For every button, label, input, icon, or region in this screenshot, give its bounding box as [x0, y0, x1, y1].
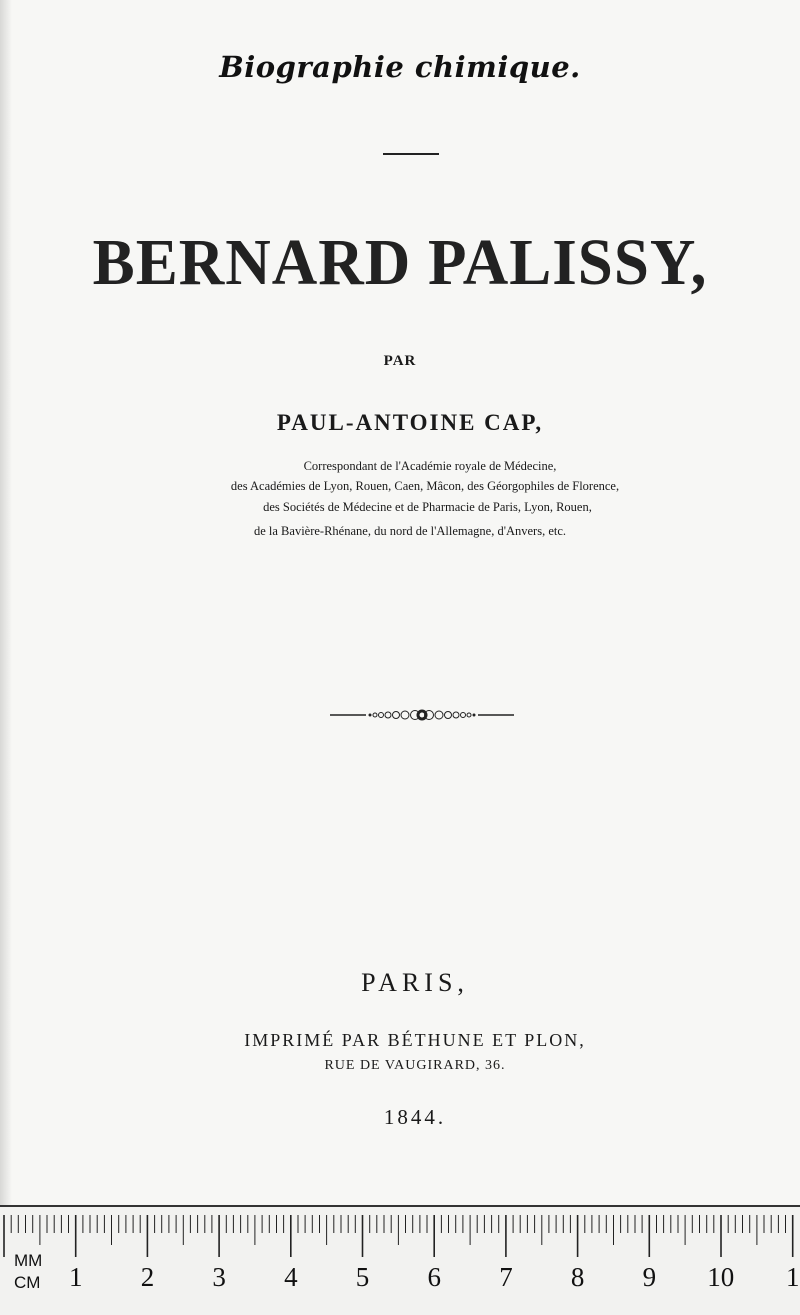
credential-line: des Sociétés de Médecine et de Pharmacie de Paris, Lyon, Rouen,: [263, 500, 592, 514]
imprint-year: 1844.: [383, 1105, 447, 1129]
ruler-number: 1: [786, 1262, 800, 1292]
author-name: PAUL-ANTOINE CAP,: [276, 410, 544, 435]
measuring-ruler: [0, 1205, 800, 1315]
ruler-number: 4: [284, 1262, 298, 1292]
by-line: PAR: [383, 353, 417, 369]
imprint-city: PARIS,: [361, 968, 469, 997]
ruler-number: 10: [707, 1262, 735, 1292]
ruler-number: 1: [69, 1262, 83, 1292]
imprint-printer: IMPRIMÉ PAR BÉTHUNE ET PLON,: [244, 1030, 586, 1050]
ruler-number: 8: [570, 1262, 585, 1292]
imprint-address: RUE DE VAUGIRARD, 36.: [324, 1058, 506, 1073]
page-edge-shadow: [0, 0, 12, 1205]
credential-line: Correspondant de l'Académie royale de Médecine,: [303, 459, 557, 473]
ruler-ticks: [0, 1207, 800, 1315]
ruler-number: 7: [499, 1262, 513, 1292]
title-divider: [383, 153, 439, 155]
ruler-number: 6: [427, 1262, 441, 1292]
series-title: Biographie chimique.: [219, 50, 581, 84]
credential-line: de la Bavière-Rhénane, du nord de l'Allemagne, d'Anvers, etc.: [253, 524, 567, 538]
ruler-number: 2: [140, 1262, 155, 1292]
ornament-divider: [330, 706, 514, 724]
ruler-number: 3: [212, 1262, 226, 1292]
ruler-number: 5: [355, 1262, 370, 1292]
book-title: BERNARD PALISSY,: [92, 225, 708, 299]
ruler-number: 9: [642, 1262, 657, 1292]
ruler-mm-label: MM: [14, 1251, 43, 1270]
credential-line: des Académies de Lyon, Rouen, Caen, Mâcon, des Géorgophiles de Florence,: [230, 479, 620, 493]
ruler-cm-label: CM: [14, 1273, 41, 1292]
